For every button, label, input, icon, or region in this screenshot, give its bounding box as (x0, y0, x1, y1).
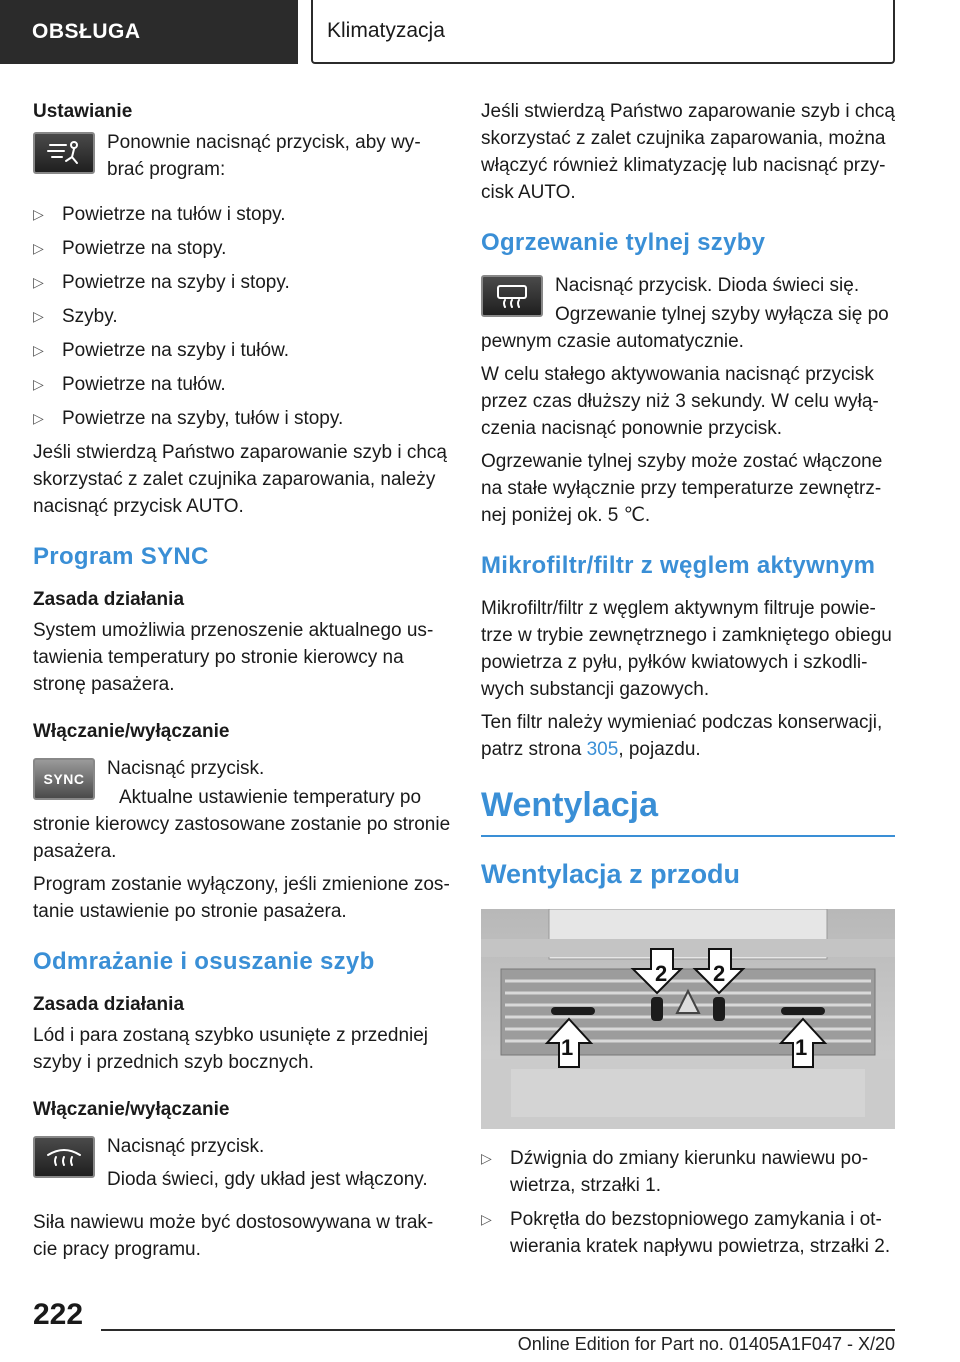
arrow-label-1-left: 1 (561, 1035, 574, 1060)
rear-auto-off-text: Ogrzewanie tylnej szyby wyłącza się po pewnym czasie automatycznie. (481, 304, 889, 352)
arrow-label-2-right: 2 (713, 961, 726, 986)
filter-heading: Mikrofiltr/filtr z węglem aktywnym (481, 552, 876, 579)
sync-onoff-title: Włączanie/wyłączanie (33, 721, 230, 742)
page-number: 222 (33, 1298, 84, 1331)
list-item: ▷ Powietrze na tułów i stopy. (33, 201, 451, 228)
section-tab (0, 0, 298, 64)
list-item: ▷ Dźwignia do zmiany kierunku nawiewu powietrza, strzałki 1. (481, 1145, 895, 1199)
filter-text-2-pre: Ten filtr należy wymieniać podczas konserwacji, patrz strona (481, 712, 883, 760)
rear-window-heating-button[interactable] (481, 275, 543, 317)
defrost-button-row (33, 1133, 451, 1199)
chapter-title: Klimatyzacja (327, 19, 445, 42)
list-item: ▷ Powietrze na szyby i stopy. (33, 269, 451, 296)
program-instruction: Ponownie nacisnąć przycisk, aby wybrać program: (107, 132, 421, 180)
front-vents-photo (481, 909, 895, 1129)
sync-button-label: SYNC (43, 770, 85, 787)
sync-applied-text: Aktualne ustawienie temperatury po stronie kierowcy zastosowane zostanie po stronie pasażera. (33, 787, 451, 862)
defrost-led-text: Dioda świeci, gdy układ jest włączony. (107, 1169, 428, 1190)
defrost-button[interactable] (33, 1136, 95, 1178)
rear-permanent-text: W celu stałego aktywowania nacisnąć przycisk przez czas dłuższy niż 3 sekundy. W celu wyłączenia nacisnąć ponownie przycisk. (481, 364, 879, 439)
vent-heading: Wentylacja (481, 785, 895, 837)
sync-button[interactable] (33, 758, 95, 800)
intro-paragraph: Jeśli stwierdzą Państwo zaparowanie szyb i chcą skorzystać z zalet czujnika zaparowania, można włączyć również klimatyzację lub nacisnąć przycisk AUTO. (481, 101, 895, 203)
condensation-paragraph: Jeśli stwierdzą Państwo zaparowanie szyb i chcą skorzystać z zalet czujnika zaparowania, należy nacisnąć przycisk AUTO. (33, 442, 447, 517)
section-title: OBSŁUGA (32, 20, 141, 43)
defrost-onoff-title: Włączanie/wyłączanie (33, 1099, 230, 1120)
defrost-principle-text: Lód i para zostaną szybko usunięte z przedniej szyby i przednich szyb bocznych. (33, 1025, 429, 1073)
sync-principle-title: Zasada działania (33, 589, 185, 610)
list-item: ▷ Powietrze na tułów. (33, 371, 451, 398)
list-item: ▷ Szyby. (33, 303, 451, 330)
ustawienie-title: Ustawianie (33, 101, 133, 122)
list-item: ▷ Powietrze na szyby i tułów. (33, 337, 451, 364)
filter-text-2 (481, 709, 895, 763)
filter-text-2-post: , pojazdu. (618, 739, 701, 760)
sync-off-text: Program zostanie wyłączony, jeśli zmienione zostanie ustawienie po stronie pasażera. (33, 874, 450, 922)
program-list (33, 201, 451, 432)
front-vents-illustration (481, 909, 895, 1129)
list-item: ▷ Pokrętła do bezstopniowego zamykania i otwierania kratek napływu powietrza, strzałki 2. (481, 1206, 895, 1260)
page-link[interactable]: 305 (586, 739, 619, 760)
arrow-label-2-left: 2 (655, 961, 668, 986)
defrost-principle-title: Zasada działania (33, 994, 185, 1015)
defrost-press-text: Nacisnąć przycisk. (107, 1136, 265, 1157)
sync-principle-text: System umożliwia przenoszenie aktualnego ustawienia temperatury po stronie kierowcy na stronę pasażera. (33, 620, 434, 695)
vent-list (481, 1145, 895, 1260)
sync-heading: Program SYNC (33, 543, 209, 570)
filter-text-1: Mikrofiltr/filtr z węglem aktywnym filtruje powietrze w trybie zewnętrznego i zamkniętego obiegu powietrza z pyłu, pyłków kwiatowych i szkodliwych substancji gazowych. (481, 598, 892, 700)
sync-press-text: Nacisnąć przycisk. (107, 758, 265, 779)
chapter-tab (311, 0, 895, 64)
footer-divider (101, 1329, 895, 1331)
arrow-label-1-right: 1 (795, 1035, 808, 1060)
air-distribution-icon (44, 139, 84, 167)
right-column (481, 98, 895, 1267)
edition-note: Online Edition for Part no. 01405A1F047 - X/20 (517, 1334, 895, 1354)
rear-press-text: Nacisnąć przycisk. Dioda świeci się. (555, 275, 860, 296)
defrost-heading: Odmrażanie i osuszanie szyb (33, 948, 375, 975)
list-item: ▷ Powietrze na szyby, tułów i stopy. (33, 405, 451, 432)
rear-window-heating-icon (492, 282, 532, 310)
rear-temp-text: Ogrzewanie tylnej szyby może zostać włączone na stałe wyłącznie przy temperaturze zewnętrznej poniżej ok. 5 ℃. (481, 451, 883, 526)
list-item: ▷ Powietrze na stopy. (33, 235, 451, 262)
defrost-airflow-text: Siła nawiewu może być dostosowywana w trakcie pracy programu. (33, 1212, 434, 1260)
left-column (33, 98, 451, 1269)
program-button-row (33, 129, 451, 189)
vent-subheading: Wentylacja z przodu (481, 859, 741, 889)
air-distribution-button[interactable] (33, 132, 95, 174)
windshield-defrost-icon (44, 1143, 84, 1171)
rear-heading: Ogrzewanie tylnej szyby (481, 229, 766, 256)
